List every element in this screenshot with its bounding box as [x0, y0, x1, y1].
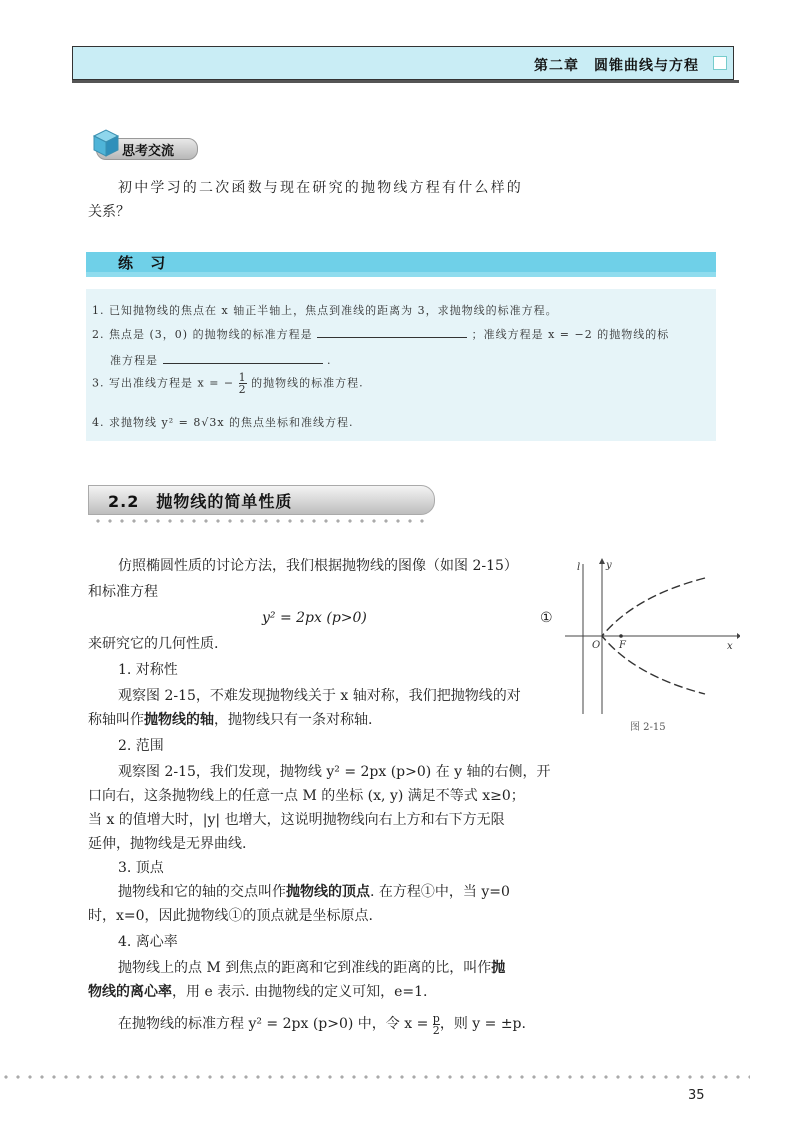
range-line4: 延伸，抛物线是无界曲线.	[88, 836, 247, 852]
exercise-2-text-c: 准方程是	[110, 354, 158, 367]
symmetry-line2	[88, 708, 372, 732]
term-eccentricity-b: 物线的离心率	[88, 984, 172, 1000]
symmetry-line1: 观察图 2-15，不难发现抛物线关于 x 轴对称，我们把抛物线的对	[118, 688, 521, 704]
think-text-line2: 关系？	[88, 204, 130, 220]
heading-vertex: 3. 顶点	[118, 860, 164, 876]
think-text-line1: 初中学习的二次函数与现在研究的抛物线方程有什么样的	[118, 180, 523, 196]
latus-text-pre: 在抛物线的标准方程 y² = 2px (p>0) 中，令 x =	[118, 1016, 429, 1032]
origin-label: O	[592, 640, 601, 651]
section-dots-divider	[92, 518, 432, 524]
vertex-text-post: . 在方程①中，当 y=0	[370, 884, 510, 900]
exercise-2-text-b: ；准线方程是 x = −2 的抛物线的标	[471, 328, 670, 341]
cube-icon	[90, 126, 122, 158]
fraction-denominator: 2	[432, 1023, 440, 1037]
range-line1: 观察图 2-15，我们发现，抛物线 y² = 2px (p>0) 在 y 轴的右侧，开	[118, 764, 551, 780]
practice-title: 练 习	[118, 254, 172, 272]
figure-parabola	[565, 556, 740, 716]
latus-line	[118, 1012, 526, 1036]
chapter-header-bar	[72, 46, 734, 80]
eccentricity-line2	[88, 980, 427, 1004]
symmetry-text-post: ，抛物线只有一条对称轴.	[214, 712, 373, 728]
heading-symmetry: 1. 对称性	[118, 662, 178, 678]
exercise-2	[92, 326, 669, 342]
focus-point	[619, 634, 623, 638]
equation-number: ①	[540, 610, 553, 626]
chapter-title: 第二章 圆锥曲线与方程	[534, 58, 699, 74]
eccentricity-line1	[118, 956, 505, 980]
think-label: 思考交流	[122, 144, 175, 159]
header-square-icon	[713, 56, 727, 70]
range-line3: 当 x 的值增大时，|y| 也增大，这说明抛物线向右上方和右下方无限	[88, 812, 505, 828]
fraction-one-half	[239, 372, 247, 395]
eccentricity-text-post: ，用 e 表示. 由抛物线的定义可知，e=1.	[172, 984, 428, 1000]
y-label: y	[606, 560, 612, 571]
symmetry-text-pre: 称轴叫作	[88, 712, 144, 728]
directrix-label: l	[577, 562, 581, 573]
body-p1-line3: 来研究它的几何性质.	[88, 636, 219, 652]
term-axis: 抛物线的轴	[144, 712, 214, 728]
answer-blank-2[interactable]	[163, 363, 323, 364]
equation-1: y² = 2px (p>0)	[262, 610, 367, 626]
term-eccentricity-a: 抛	[491, 960, 506, 976]
exercise-3-text-b: 的抛物线的标准方程.	[251, 376, 364, 390]
exercise-2-text-d: .	[327, 354, 332, 367]
heading-eccentricity: 4. 离心率	[118, 934, 178, 950]
section-title: 2.2 抛物线的简单性质	[108, 492, 293, 511]
figure-caption: 图 2-15	[630, 722, 666, 733]
fraction-p-over-2	[433, 1013, 440, 1036]
eccentricity-text-pre: 抛物线上的点 M 到焦点的距离和它到准线的距离的比，叫作	[118, 960, 492, 976]
x-label: x	[727, 641, 733, 652]
fraction-denominator: 2	[238, 383, 247, 396]
exercise-4: 4. 求抛物线 y² = 8√3x 的焦点坐标和准线方程.	[92, 416, 354, 429]
answer-blank-1[interactable]	[317, 337, 467, 338]
fraction-numerator: 1	[238, 371, 247, 384]
body-p1-line2: 和标准方程	[88, 584, 158, 600]
y-axis-arrow-icon	[599, 558, 605, 564]
range-line2: 口向右，这条抛物线上的任意一点 M 的坐标 (x, y) 满足不等式 x≥0；	[88, 788, 525, 804]
vertex-line1	[118, 880, 510, 904]
vertex-line2: 时，x=0，因此抛物线①的顶点就是坐标原点.	[88, 908, 373, 924]
practice-title-bar	[86, 252, 716, 272]
header-rule	[72, 80, 739, 83]
practice-title-stripe	[86, 272, 716, 277]
latus-text-post: ，则 y = ±p.	[439, 1016, 526, 1032]
body-p1-line1: 仿照椭圆性质的讨论方法，我们根据抛物线的图像（如图 2-15）	[118, 558, 518, 574]
vertex-text-pre: 抛物线和它的轴的交点叫作	[118, 884, 286, 900]
x-axis-arrow-icon	[737, 633, 740, 639]
exercise-3-text-a: 3. 写出准线方程是 x = −	[92, 376, 235, 390]
exercise-1: 1. 已知抛物线的焦点在 x 轴正半轴上，焦点到准线的距离为 3，求抛物线的标准方程。	[92, 304, 558, 317]
heading-range: 2. 范围	[118, 738, 164, 754]
page-number: 35	[688, 1088, 705, 1103]
footer-dots-divider	[0, 1074, 750, 1080]
exercise-2-text-a: 2. 焦点是 (3，0) 的抛物线的标准方程是	[92, 328, 313, 341]
exercise-2-cont	[110, 352, 332, 368]
focus-label: F	[619, 640, 626, 651]
term-vertex: 抛物线的顶点	[286, 884, 370, 900]
fraction-numerator: p	[432, 1011, 440, 1025]
exercise-3	[92, 372, 364, 395]
